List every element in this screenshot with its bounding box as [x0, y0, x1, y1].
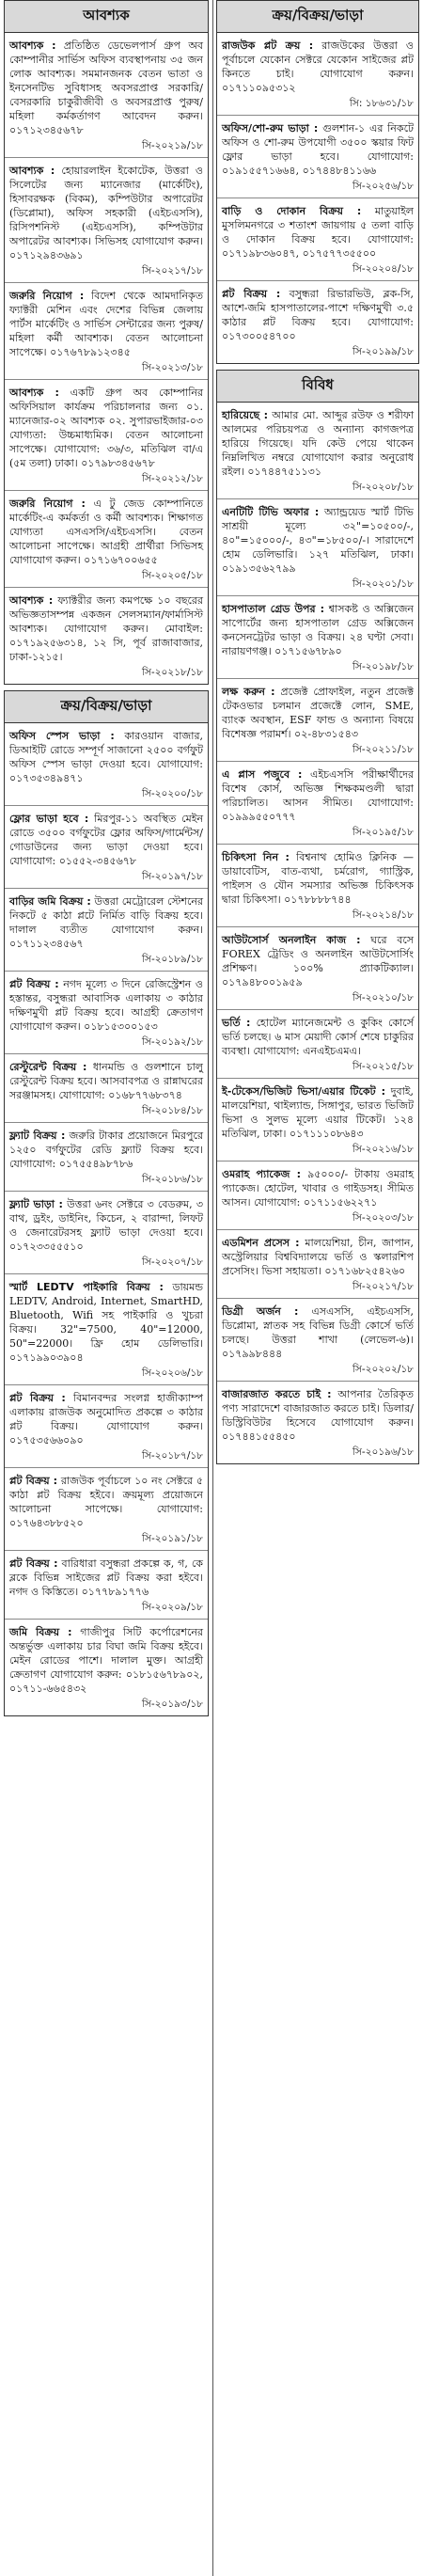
ad-heading: অফিস স্পেস ভাড়া : — [9, 730, 115, 742]
ad-code: সি-২০২১৭/১৮ — [141, 265, 203, 277]
classified-ad — [5, 1551, 208, 1620]
classified-ad — [217, 845, 418, 927]
section-heading: ক্রয়/বিক্রয়/ভাড়া — [217, 1, 418, 33]
classified-ad — [5, 1274, 208, 1385]
ad-heading: হারিয়েছে : — [222, 409, 269, 421]
classified-section — [4, 690, 209, 1716]
classified-ad — [217, 927, 418, 1010]
ad-code: সি-২০২০২/১৮ — [352, 1364, 414, 1375]
classified-ad — [217, 1382, 418, 1463]
ad-code: সি-২০২১০/১৮ — [352, 992, 414, 1004]
ad-text: এইচএসসি পরীক্ষার্থীদের বিশেষ কোর্স, অভিজ্ঞ শিক্ষকমণ্ডলী দ্বারা পরিচালিত। আসন সীমিত। যোগাযোগ: ০১৯৯৯৫৫০৭৭৭ — [222, 768, 415, 823]
ad-heading: ফ্ল্যাট বিক্রয় : — [9, 1130, 66, 1142]
classified-ad — [5, 1620, 208, 1715]
ad-code: সি: ১৮৬৩১/১৮ — [349, 98, 414, 109]
section-heading: আবশ্যক — [5, 1, 208, 33]
classified-ad — [5, 491, 208, 588]
ad-text: রাজউক পূর্বাচলে ১০ নং সেক্টরে ৫ কাঠা প্লট বিক্রয় হইবে। ক্রয়মূল্য প্রয়োজনে আলোচনা সাপেক্ষে। যোগাযোগ: ০১৭৬৪৩৮৮৫২০ — [9, 1475, 203, 1529]
ad-heading: এডমিশন প্রসেস : — [222, 1237, 300, 1249]
ad-heading: প্লট বিক্রয় : — [9, 978, 59, 990]
ad-heading: হাসপাতাল গ্রেড উপর : — [222, 603, 325, 615]
classified-ad — [217, 1162, 418, 1230]
ad-text: উত্তরা ৬নং সেক্টরে ৩ বেডরুম, ৩ বাথ, ড্রইং, ডাইনিং, কিচেন, ২ বারান্দা, লিফট ও জেনারেটরসহ ফ্ল্যাট ভাড়া দেওয়া হবে। ০১৭২৩৩৫৫৫১০ — [9, 1198, 203, 1253]
classified-ad — [5, 723, 208, 806]
ad-text: রাজউকের উত্তরা ও পূর্বাচলে যেকোন সেক্টরে যেকোন সাইজের প্লট কিনতে চাই। যোগাযোগ করুন। ০১৭১১০৯৫৩১২ — [222, 40, 414, 94]
ad-text: ডায়মন্ড LEDTV, Android, Internet, SmartHD, Bluetooth, Wifi সহ পাইকারি ও খুচরা বিক্রয়। 32"=7500, 40"=12000, 50"=22000। ফ্রি হোম ডেলিভারি। ০১৭১৯৯০৩৯০৪ — [9, 1281, 204, 1364]
ad-heading: ফ্লোর ভাড়া হবে : — [9, 813, 89, 825]
ad-text: দুবাই, মালয়েশিয়া, থাইল্যান্ড, সিঙ্গাপুর, ভারত ভিজিট ভিসা ও সুলভ মূল্যে এয়ার টিকেট। ১২৪ মতিঝিল, ঢাকা। ০১৭১১১০৮৬৪৩ — [222, 1085, 415, 1140]
classified-ad — [5, 283, 208, 380]
ad-heading: বাড়ি ও দোকান বিক্রয় : — [222, 205, 362, 217]
ad-code: সি-২০২০৪/১৮ — [352, 263, 414, 275]
ad-code: সি-২০২১৪/১৮ — [352, 909, 414, 921]
ad-heading: চিকিৎসা নিন : — [222, 851, 290, 863]
section-heading: বিবিধ — [217, 371, 418, 403]
classified-ad — [217, 1230, 418, 1299]
classified-ad — [5, 889, 208, 972]
ad-heading: প্লট বিক্রয় : — [9, 1475, 58, 1487]
ad-heading: আউটসোর্স অনলাইন কাজ : — [222, 934, 361, 946]
classified-section — [216, 370, 419, 1464]
ad-text: শ্বাসকষ্ট ও অক্সিজেন সাপোর্টের জন্য হাসপাতাল গ্রেড অক্সিজেন কনসেনট্রেটর ভাড়া ও বিক্রয়। ২৪ ঘণ্টা সেবা। নারায়ণগঞ্জ। ০১৭১৫৬৭৮৯০ — [222, 603, 414, 657]
ad-text: ৯৫০০০/- টাকায় ওমরাহ প্যাকেজ। হোটেল, খাবার ও গাইডসহ। সীমিত আসন। যোগাযোগ: ০১৭১১৫৬২২৭১ — [222, 1168, 415, 1209]
ad-text: বিশ্বনাথ হোমিও ক্লিনিক — ডায়াবেটিস, বাত-ব্যথা, চর্মরোগ, গ্যাস্ট্রিক, পাইলস ও যৌন সমস্যার অভিজ্ঞ চিকিৎসক দ্বারা চিকিৎসা। ০১৭৮৮৮৮৭৪৪ — [222, 851, 414, 906]
ad-heading: এ প্লাস পজুবে : — [222, 768, 303, 781]
ad-heading: বাড়ির জমি বিক্রয় : — [9, 895, 91, 908]
ad-text: অ্যান্ড্রয়েড স্মার্ট টিভি সাশ্রয়ী মূল্যে ৩২"=১০৫০০/-, ৪০"=১৫০০০/-, ৪৩"=১৮৫০০/-। সারাদেশে হোম ডেলিভারি। ১২৭ মতিঝিল, ঢাকা। ০১৯১৩৫৬২৭৯৯ — [222, 506, 414, 575]
ad-code: সি-২০২১২/১৮ — [141, 473, 203, 484]
ad-heading: এনটিটি টিভি অফার : — [222, 506, 320, 518]
ad-heading: আবশ্যক : — [9, 165, 55, 177]
ad-code: সি-২০২১৮/১৮ — [141, 667, 203, 678]
ad-text: মালয়েশিয়া, চীন, জাপান, অস্ট্রেলিয়ার বিশ্ববিদ্যালয়ে ভর্তি ও স্কলারশিপ প্রসেসিং। ভিসা সহায়তা। ০১৭১৬৮২৫৪২৬০ — [222, 1237, 414, 1277]
classified-ad — [217, 116, 418, 198]
ad-text: এসএসসি, এইচএসসি, ডিপ্লোমা, স্নাতক সহ বিভিন্ন ডিগ্রী কোর্সে ভর্তি চলছে। উত্তরা শাখা (লেভেল-৬)। ০১৭৯৯৮৪৪৪ — [222, 1305, 414, 1360]
classified-ad — [217, 1299, 418, 1382]
classified-ad — [5, 1468, 208, 1551]
ad-text: বিমানবন্দর সংলগ্ন হাজীক্যাম্প এলাকায় রাজউক অনুমোদিত প্রকল্পে ৩ কাঠার প্লট বিক্রয়। যোগাযোগ করুন। ০১৭৫৩৫৬৬০৯০ — [9, 1392, 203, 1446]
ad-code: সি-২০২০৫/১৮ — [141, 570, 203, 581]
classified-ad — [5, 806, 208, 889]
classified-ad — [5, 380, 208, 491]
ad-heading: ওমরাহ প্যাকেজ : — [222, 1168, 302, 1180]
classified-ad — [217, 679, 418, 762]
classified-ad — [5, 1054, 208, 1123]
ad-text: ফ্যাক্টরীর জন্য কমপক্ষে ১০ বছরের অভিজ্ঞতাসম্পন্ন একজন সেলসম্যান/ফার্মাসিস্ট আবশ্যক। যোগাযোগ করুন। মোবাইল: ০১৭১৯২৫৬৩১৪, ১২ সি, পূর্ব রাজাবাজার, ঢাকা-১২১৫। — [9, 594, 204, 663]
ad-text: প্রজেক্ট প্রোফাইল, নতুন প্রজেক্ট টেকওভার চলমান প্রজেক্টে লোন, SME, ব্যাংক অবস্থান, ESF ফান্ড ও অন্যান্য বিষয়ে বিশেষজ্ঞ পরামর্শ। ০২-৪৮৩১৫৪৩ — [222, 686, 414, 740]
ad-code: সি-২০২১৬/১৮ — [352, 1144, 414, 1155]
classified-section — [216, 0, 419, 364]
ad-code: সি-২০১৯৫/১৮ — [352, 827, 414, 838]
ad-code: সি-২০২১৭/১৮ — [352, 1281, 414, 1292]
ad-code: সি-২০১৯১/১৮ — [142, 1533, 203, 1544]
ad-heading: ফ্ল্যাট ভাড়া : — [9, 1198, 63, 1210]
ad-text: নগদ মূল্যে ৩ দিনে রেজিস্ট্রেশন ও হস্তান্তর, বসুন্ধরা আবাসিক এলাকায় ৩ কাঠার দক্ষিণমুখী প্লট বিক্রয় হবে। আগ্রহী ক্রেতাগণ যোগাযোগ করুন। ০১৮১৫৩০০১৫৩ — [9, 978, 204, 1033]
ad-text: মাতুয়াইল মুসলিমনগরে ৩ শতাংশ জায়গায় ৫ তলা বাড়ি ও দোকান বিক্রয় হবে। যোগাযোগ: ০১৭১৯৮৩৬০৪৭, ০১৭৫৭৭৩৫৫০০ — [222, 205, 414, 260]
ad-text: বিদেশ থেকে আমদানিকৃত ফ্যাক্টরী মেশিন এবং দেশের বিভিন্ন জেলায় পার্টস মার্কেটিং ও সার্ভিস সেন্টারের জন্য পুরুষ/মহিলা কর্মী আবশ্যক। বেতন আলোচনা সাপেক্ষে। ০১৭৬৭৮৯১২৩৪৫ — [9, 290, 203, 358]
ad-code: সি-২০১৯৮/১৮ — [352, 661, 414, 672]
ad-heading: অফিস/শো-রুম ভাড়া : — [222, 122, 319, 134]
ad-code: সি-২০২০০/১৮ — [141, 788, 203, 799]
classified-ad — [5, 1385, 208, 1468]
ad-text: হোয়ারলাইন ইকোটেক, উত্তরা ও সিলেটের জন্য ম্যানেজার (মার্কেটিং), হিসাবরক্ষক (বিকম), কম্পিউটার অপারেটর (ডিপ্লোমা), অফিস সহকারী (এইচএসসি), রিসিপশনিস্ট (এইচএসসি), কম্পিউটার অপারেটর আবশ্যক। সিভিসহ যোগাযোগ করুন। ০১৭১২৯৪৩৬৯১ — [9, 165, 203, 261]
ad-heading: ডিগ্রী অর্জন : — [222, 1305, 299, 1318]
ad-code: সি-২০১৯৩/১৮ — [141, 1699, 203, 1710]
ad-code: সি-২০১৯৭/১৮ — [141, 871, 203, 882]
classified-ad — [5, 1123, 208, 1192]
ad-text: একটি গ্রুপ অব কোম্পানির অফিসিয়াল কার্যক্রম পরিচালনার জন্য ০১. ম্যানেজার-০২ আবশ্যক ০২. সুপারভাইজার-০৩ যোগ্যতা: উচ্চমাধ্যমিক। বেতন আলোচনা সাপেক্ষে। যোগাযোগ: ৩৬/৩, মতিঝিল বা/এ (৫ম তলা) ঢাকা। ০১৭৯৮৩৪৫৬৭৮ — [9, 387, 204, 469]
ad-text: আপনার তৈরিকৃত পণ্য সারাদেশে বাজারজাত করতে চাই। ডিলার/ডিস্ট্রিবিউটর হিসেবে যোগাযোগ করুন। ০১৭৪৪১৫৫৪৫০ — [222, 1388, 415, 1443]
classified-ad — [217, 281, 418, 363]
classified-ad — [217, 762, 418, 845]
classified-ad — [217, 596, 418, 679]
ad-heading: আবশ্যক : — [9, 40, 56, 52]
section-heading: ক্রয়/বিক্রয়/ভাড়া — [5, 691, 208, 723]
left-column — [4, 0, 209, 2576]
ad-text: মিরপুর-১১ অবস্থিত মেইন রোডে ৩৫০০ বর্গফুটের ফ্লোর অফিস/গার্মেন্টস/গোডাউনের জন্য ভাড়া দেওয়া হবে। যোগাযোগ: ০১৫৫২-৩৪৫৬৭৮ — [9, 813, 204, 867]
ad-code: সি-২০১৯৯/১৮ — [352, 346, 414, 357]
ad-text: আমার মো. আব্দুর রউফ ও শরীফা আলমের পরিচয়পত্র ও অন্যান্য কাগজপত্র হারিয়ে গিয়েছে। যদি কেউ পেয়ে থাকেন নিম্নলিখিত নম্বরে যোগাযোগ করার অনুরোধ রইল। ০১৭৪৪৭৫১১৩১ — [222, 409, 415, 478]
ad-code: সি-২০১৯৬/১৮ — [352, 1446, 414, 1458]
ad-heading: আবশ্যক : — [9, 594, 54, 607]
ad-heading: প্লট বিক্রয় : — [9, 1392, 66, 1404]
ad-code: সি-২০২০৮/১৮ — [352, 482, 414, 493]
ad-code: সি-২০২০৩/১৮ — [352, 1212, 414, 1224]
ad-heading: রাজউক প্লট ক্রয় : — [222, 40, 314, 52]
ad-heading: ই-টেকেস/ভিজিট ভিসা/এয়ার টিকেট : — [222, 1085, 386, 1098]
ad-code: সি-২০১৮৭/১৮ — [141, 1450, 203, 1462]
ad-code: সি-২০১৮৬/১৮ — [141, 1174, 203, 1185]
ad-text: কারওয়ান বাজার, ডিআইটি রোডে সম্পূর্ণ সাজানো ২৫০০ বর্গফুট অফিস স্পেস ভাড়া দেওয়া হবে। যোগাযোগ: ০১৭৩৫৩৪৯৪৭১ — [9, 730, 204, 784]
classified-ad — [217, 33, 418, 116]
ad-code: সি-২০২১৩/১৮ — [141, 362, 203, 373]
ad-code: সি-২০১৮৪/১৮ — [142, 1105, 203, 1116]
ad-text: গাজীপুর সিটি কর্পোরেশনের অন্তর্ভুক্ত এলাকায় চার বিঘা জমি বিক্রয় হইবে। মেইন রোডের পাশে। দালাল মুক্ত। আগ্রহী ক্রেতাগণ যোগাযোগ করুন: ০১৮১৫৬৭৮৯০২, ০১৭১১-৬৬৫৪৩২ — [9, 1626, 203, 1695]
ad-text: ধানমন্ডি ও গুলশানে চালু রেস্টুরেন্ট বিক্রয় হবে। আসবাবপত্র ও রান্নাঘরের সরঞ্জামসহ। যোগাযোগ: ০১৬৮৭৭৬৮৩৭৪ — [9, 1061, 203, 1101]
ad-code: সি-২০২০৬/১৮ — [141, 1367, 203, 1379]
ad-code: সি-২০১৯২/১৮ — [141, 1036, 203, 1048]
ad-heading: আবশ্যক : — [9, 387, 59, 399]
ad-heading: জরুরি নিয়োগ : — [9, 290, 85, 302]
classified-ad — [5, 33, 208, 158]
ad-text: ঘরে বসে FOREX ট্রেডিং ও অনলাইন আউটসোর্সিং প্রশিক্ষণ। ১০০% প্র্যাকটিক্যাল। ০১৭৯৪৮০০১৯৫৯ — [222, 934, 415, 988]
ad-heading: প্লট বিক্রয় : — [222, 288, 281, 300]
classified-ad — [5, 972, 208, 1054]
classified-ad — [217, 403, 418, 499]
classified-ad — [217, 1079, 418, 1162]
ad-text: হোটেল ম্যানেজমেন্ট ও কুকিং কোর্সে ভর্তি চলছে। ৬ মাস মেয়াদী কোর্স শেষে চাকুরির ব্যবস্থা। যোগাযোগ: এনএইচএমএ। — [222, 1017, 414, 1057]
ad-heading: রেস্টুরেন্ট বিক্রয় : — [9, 1061, 87, 1073]
ad-heading: স্মার্ট LEDTV পাইকারি বিক্রয় : — [9, 1281, 164, 1293]
ad-heading: লক্ষ করুন : — [222, 686, 275, 698]
classified-ad — [217, 499, 418, 596]
ad-heading: ভর্তি : — [222, 1017, 251, 1029]
classified-ad — [5, 588, 208, 684]
ad-code: সি-২০২০১/১৮ — [352, 578, 414, 590]
classified-ad — [217, 198, 418, 281]
right-column — [216, 0, 419, 2576]
classified-section — [4, 0, 209, 685]
ad-code: সি-২০২০৯/১৮ — [141, 1602, 203, 1613]
ad-text: প্রতিষ্ঠিত ডেভেলপার্স গ্রুপ অব কোম্পানীর সার্ভিস অফিস ব্যবস্থাপনায় ৩৫ জন লোক আবশ্যক। সমমানজনক বেতন ভাতা ও ইনসেনটিভ সুবিধাসহ অবসরপ্রাপ্ত সরকারি/বেসরকারি চাকুরীজীবী ও অবসরপ্রাপ্ত পুরুষ/মহিলা কর্মকর্তাগণ আবেদন করুন। ০১৭১২৩৪৫৬৭৮ — [9, 40, 204, 136]
ad-code: সি-২০১৮৯/১৮ — [142, 954, 203, 965]
ad-text: উত্তরা মেট্রোরেল স্টেশনের নিকটে ৫ কাঠা প্লটে নির্মিত বাড়ি বিক্রয় হবে। দালাল ব্যতীত যোগাযোগ করুন। ০১৭১১২৩৪৫৬৭ — [9, 895, 204, 950]
ad-code: সি-২০২১১/১৮ — [352, 744, 414, 755]
ad-text: বারিধারা বসুন্ধরা প্রকল্পে ক, গ, কে ব্লকে বিভিন্ন সাইজের প্লট বিক্রয় করা হইবে। নগদ ও কিস্তিতে। ০১৭৭৮৯১৭৭৬ — [9, 1557, 204, 1598]
ad-text: গুলশান-১ এর নিকটে অফিস ও শো-রুম উপযোগী ৩৫০০ স্কয়ার ফিট ফ্লোর ভাড়া হবে। যোগাযোগ: ০১৯১৫৫৭১৬৬৪, ০১৭৪৪৮৪১১৬৬ — [222, 122, 414, 177]
ad-heading: প্লট বিক্রয় : — [9, 1557, 58, 1570]
ad-code: সি-২০২১৯/১৮ — [141, 140, 203, 151]
ad-heading: জমি বিক্রয় : — [9, 1626, 72, 1638]
ad-text: এ টু জেড কোম্পানিতে মার্কেটিং-এ কর্মকর্তা ও কর্মী আবশ্যক। শিক্ষাগত যোগ্যতা এসএসসি/এইচএসসি। বেতন আলোচনা সাপেক্ষে। আগ্রহী প্রার্থীরা সিভিসহ যোগাযোগ করুন। ০১৭১৬৭০০৬৫৫ — [9, 498, 203, 566]
ad-code: সি-২০২৫৬/১৮ — [352, 181, 414, 192]
ad-code: সি-২০২১৫/১৮ — [352, 1061, 414, 1072]
ad-text: জরুরি টাকার প্রয়োজনে মিরপুরে ১২৫০ বর্গফুটের রেডি ফ্ল্যাট বিক্রয় হবে। যোগাযোগ: ০১৭৫৫৪৯৮৭৮৬ — [9, 1130, 203, 1170]
classified-ad — [5, 1192, 208, 1274]
column-divider — [212, 0, 213, 2576]
ad-heading: জরুরি নিয়োগ : — [9, 498, 86, 510]
classified-ad — [5, 158, 208, 283]
ad-text: বসুন্ধরা রিভারভিউ, ব্লক-সি, আশে-জমি হাসপাতালের-পাশে দক্ষিণমুখী ৩.৫ কাঠার প্লট বিক্রয় হবে। যোগাযোগ: ০১৭৩০০৫৪৭০০ — [222, 288, 415, 342]
ad-heading: বাজারজাত করতে চাই : — [222, 1388, 332, 1400]
ad-code: সি-২০২০৭/১৮ — [141, 1256, 203, 1268]
classified-ad — [217, 1010, 418, 1079]
